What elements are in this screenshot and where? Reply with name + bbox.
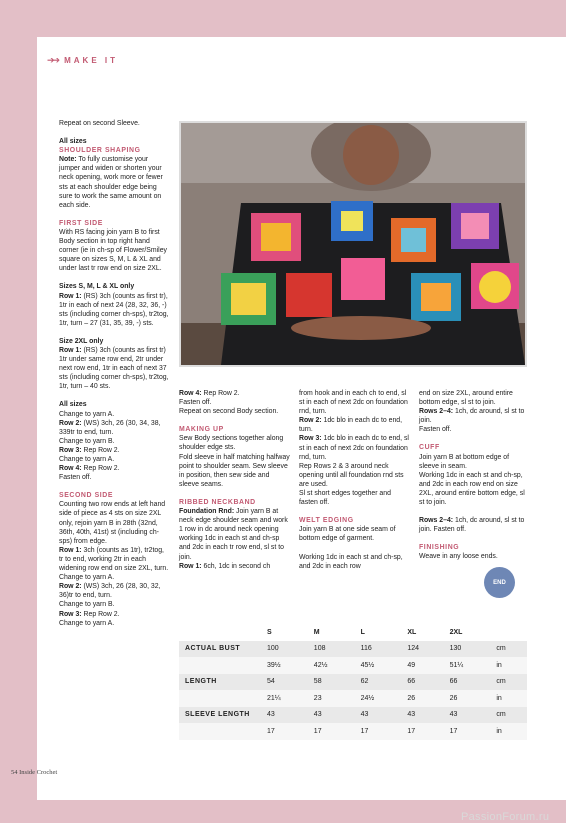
instruction-paragraph [59, 346, 169, 391]
instruction-text: end on size 2XL, around entire bottom edge, sl st to join. [419, 390, 513, 407]
instruction-text: 3ch (counts as 1tr), tr2tog, tr to end, working 2tr in each widening row end on size 2XL, turn. [59, 546, 169, 573]
instruction-text: Rep Row 2. [201, 390, 240, 397]
instruction-text: Join yarn B at neck edge shoulder seam and work 1 row in dc around neck opening working 1dc in each st and ch-sp and 2dc in each tr row end, sl st to join. [179, 508, 288, 561]
instruction-paragraph [179, 389, 290, 398]
table-cell: 23 [308, 690, 355, 707]
instruction-text: Change to yarn A. [59, 456, 115, 463]
row-label: Row 2: [59, 583, 82, 591]
instruction-text: 1dc blo in each dc to end, sl st in each of next 2dc on foundation rnd, turn. [299, 435, 409, 461]
row-label: Note: [59, 156, 77, 164]
table-cell: 39½ [261, 657, 308, 674]
paragraph-gap [59, 128, 169, 137]
table-cell: 21¼ [261, 690, 308, 707]
instruction-paragraph [59, 292, 169, 328]
instruction-paragraph [299, 416, 410, 434]
instruction-text: Repeat on second Body section. [179, 408, 279, 416]
magazine-page [11, 37, 566, 823]
instruction-paragraph [59, 546, 169, 573]
instruction-paragraph [59, 455, 169, 464]
section-title: MAKE IT [64, 55, 118, 65]
section-heading: SHOULDER SHAPING [59, 147, 141, 155]
instruction-paragraph [419, 425, 527, 434]
table-cell: in [490, 723, 527, 740]
table-cell: 42½ [308, 657, 355, 674]
instruction-paragraph [179, 562, 290, 571]
instruction-text: Change to yarn B. [59, 601, 115, 609]
instruction-paragraph [419, 516, 527, 534]
instruction-paragraph [59, 619, 169, 628]
instruction-text: Repeat on second Sleeve. [59, 120, 140, 127]
table-cell: in [490, 657, 527, 674]
instruction-paragraph [59, 410, 169, 419]
instruction-text: Change to yarn A. [59, 574, 115, 582]
instruction-paragraph [299, 525, 410, 543]
paragraph-gap [59, 210, 169, 219]
instruction-text: (WS) 3ch, 26 (30, 34, 38, 339tr to end, turn. [59, 419, 161, 436]
paragraph-gap [59, 328, 169, 337]
instruction-paragraph [59, 582, 169, 600]
end-badge: END [484, 567, 515, 598]
table-row [179, 707, 527, 724]
instruction-paragraph [179, 407, 290, 416]
row-label: Row 1: [179, 562, 202, 570]
instruction-text: Fasten off. [59, 474, 92, 482]
table-cell: 62 [355, 674, 402, 691]
instruction-text: Change to yarn B. [59, 437, 115, 445]
instruction-text: Working 1dc in each st and ch-sp, and 2dc in each row end on size 2XL, around entire bottom edge, sl st to join. [419, 471, 525, 507]
instruction-text: (RS) 3ch (counts as first tr), 1tr in each of next 24 (28, 32, 36, -) sts (including corner ch-sps), tr2tog, 1tr, turn – 27 (31, 35, 39, -) sts. [59, 292, 169, 327]
row-label: Rows 2–4: [419, 517, 454, 525]
table-cell: 66 [444, 674, 491, 691]
table-header-cell: S [267, 628, 272, 636]
instruction-text: Change to yarn A. [59, 410, 115, 418]
instruction-text: To fully customise your jumper and widen or shorten your neck opening, work more or fewer sts at each shoulder edge being sure to work the same amount on each side. [59, 156, 163, 209]
table-cell: cm [490, 641, 527, 658]
instruction-paragraph [179, 453, 290, 489]
instruction-paragraph [59, 500, 169, 545]
paragraph-gap [419, 534, 527, 543]
instruction-paragraph [59, 473, 169, 482]
paragraph-gap [59, 482, 169, 491]
instruction-text: 1dc blo in each dc to end, turn. [299, 417, 403, 434]
section-heading: WELT EDGING [299, 517, 354, 525]
instruction-paragraph [179, 507, 290, 562]
instruction-text: Rep Row 2. [81, 610, 120, 618]
table-row [179, 641, 527, 658]
instruction-paragraph [59, 573, 169, 582]
instruction-text: from hook and in each ch to end, sl st in each of next 2dc on foundation rnd, turn. [299, 390, 408, 416]
instruction-text: Weave in any loose ends. [419, 553, 498, 561]
table-cell: 24½ [355, 690, 402, 707]
table-cell: 51¼ [444, 657, 491, 674]
row-label: Row 1: [59, 346, 82, 354]
row-label: Foundation Rnd: [179, 508, 235, 516]
table-header-cell [179, 624, 261, 641]
instruction-paragraph [59, 119, 169, 128]
row-label: Row 4: [59, 465, 82, 473]
table-cell: 26 [444, 690, 491, 707]
instruction-paragraph [299, 489, 410, 507]
table-cell: cm [490, 674, 527, 691]
paragraph-gap [59, 273, 169, 282]
instruction-text: Counting two row ends at left hand side of piece as 4 sts on size 2XL only, rejoin yarn B in 28th (32nd, 36th, 40th, 41st) st (including ch-sps) from edge. [59, 501, 166, 545]
instruction-text: Fasten off. [419, 426, 452, 434]
instruction-paragraph [299, 553, 410, 571]
table-cell: LENGTH [179, 674, 261, 691]
instruction-text: (WS) 3ch, 26 (28, 30, 32, 36)tr to end, turn. [59, 583, 161, 600]
table-cell: 17 [401, 723, 443, 740]
instruction-text: Sew Body sections together along shoulder edge sts. [179, 435, 284, 452]
row-label: Row 3: [59, 610, 82, 618]
table-cell [179, 690, 261, 707]
section-heading: CUFF [419, 444, 440, 452]
size-heading: All sizes [59, 401, 87, 409]
paragraph-gap [59, 391, 169, 400]
instruction-paragraph [59, 419, 169, 437]
double-arrow-icon: ➔➔ [47, 54, 59, 65]
instruction-paragraph [59, 446, 169, 455]
table-cell: 124 [401, 641, 443, 658]
table-cell: in [490, 690, 527, 707]
table-cell: 116 [355, 641, 402, 658]
text-column-3 [299, 389, 410, 571]
instruction-text: 1ch, dc around, sl st to join. Fasten off. [419, 517, 525, 534]
table-cell: 43 [444, 707, 491, 724]
paragraph-gap [419, 507, 527, 516]
instruction-text: Working 1dc in each st and ch-sp, and 2dc in each row [299, 553, 403, 570]
row-label: Row 4: [179, 390, 202, 397]
table-header-cell: L [360, 628, 365, 636]
table-header-cell: XL [407, 628, 417, 636]
instruction-paragraph [419, 389, 527, 407]
instruction-paragraph [299, 434, 410, 461]
instruction-paragraph [419, 453, 527, 471]
table-cell: 43 [308, 707, 355, 724]
section-heading: SECOND SIDE [59, 492, 114, 500]
section-heading: FINISHING [419, 544, 460, 552]
instruction-text: With RS facing join yarn B to first Body section in top right hand corner (ie in ch-sp of Flower/Smiley square on sizes S, M, L & XL and under last tr row end on size 2XL. [59, 228, 167, 273]
instruction-text: Change to yarn A. [59, 619, 115, 627]
text-column-2 [179, 389, 290, 571]
table-cell: 43 [401, 707, 443, 724]
instruction-paragraph [419, 407, 527, 425]
row-label: Row 3: [59, 446, 82, 454]
table-cell [179, 723, 261, 740]
instruction-text: 6ch, 1dc in second ch [201, 562, 271, 570]
row-label: Rows 2–4: [419, 408, 454, 416]
paragraph-gap [179, 416, 290, 425]
instruction-text: Sl st short edges together and fasten off. [299, 490, 391, 507]
table-cell: cm [490, 707, 527, 724]
instruction-paragraph [179, 434, 290, 452]
table-header-row [179, 624, 527, 641]
table-cell: 130 [444, 641, 491, 658]
instruction-paragraph [59, 464, 169, 473]
table-cell: 66 [401, 674, 443, 691]
row-label: Row 1: [59, 292, 82, 300]
instruction-paragraph [59, 228, 169, 273]
table-cell: 43 [355, 707, 402, 724]
instruction-text: Rep Row 2. [81, 465, 120, 473]
row-label: Row 2: [299, 417, 322, 425]
table-cell: 49 [401, 657, 443, 674]
row-label: Row 3: [299, 435, 322, 443]
section-heading: FIRST SIDE [59, 219, 103, 227]
row-label: Row 1: [59, 546, 82, 554]
text-column-4 [419, 389, 527, 562]
text-column-1 [59, 119, 169, 628]
size-heading: Size 2XL only [59, 337, 104, 345]
table-row [179, 690, 527, 707]
table-header-cell: 2XL [449, 628, 463, 636]
table-cell: 17 [444, 723, 491, 740]
instruction-paragraph [179, 398, 290, 407]
table-cell: 45½ [355, 657, 402, 674]
sizes-table [179, 624, 527, 740]
instruction-paragraph [59, 155, 169, 210]
instruction-text: Join yarn B at bottom edge of sleeve in seam. [419, 453, 510, 470]
paragraph-gap [179, 489, 290, 498]
paragraph-gap [299, 507, 410, 516]
instruction-paragraph [419, 552, 527, 561]
page-number: 54 [11, 769, 18, 776]
model-photo [179, 121, 527, 367]
instruction-text: Fasten off. [179, 399, 212, 407]
instruction-paragraph [59, 600, 169, 609]
instruction-text: Rep Row 2. [81, 446, 120, 454]
instruction-text: 1ch, dc around, sl st to join. [419, 408, 525, 425]
table-row [179, 657, 527, 674]
table-cell: 17 [308, 723, 355, 740]
page-footer [11, 769, 57, 776]
instruction-paragraph [59, 437, 169, 446]
size-heading: All sizes [59, 138, 87, 146]
instruction-text: Rep Rows 2 & 3 around neck opening until all foundation rnd sts are used. [299, 462, 404, 488]
table-cell: 54 [261, 674, 308, 691]
table-cell: 17 [355, 723, 402, 740]
instruction-text: Fold sleeve in half matching halfway point to shoulder seam. Sew sleeve in position, then sew side and sleeve seams. [179, 453, 290, 488]
paragraph-gap [419, 434, 527, 443]
row-label: Row 2: [59, 419, 82, 427]
table-cell: 26 [401, 690, 443, 707]
table-cell: ACTUAL BUST [179, 641, 261, 658]
section-heading: MAKING UP [179, 426, 224, 434]
size-heading: Sizes S, M, L & XL only [59, 283, 135, 291]
instruction-paragraph [299, 389, 410, 416]
instruction-paragraph [59, 610, 169, 619]
table-header-cell: M [313, 628, 320, 636]
section-header [47, 53, 118, 67]
table-row [179, 723, 527, 740]
table-cell [179, 657, 261, 674]
section-heading: RIBBED NECKBAND [179, 498, 256, 506]
instruction-paragraph [299, 462, 410, 489]
instruction-paragraph [419, 471, 527, 507]
table-cell: 43 [261, 707, 308, 724]
instruction-text: (RS) 3ch (counts as first tr) 1tr under same row end, 2tr under next row end, 1tr in each of next 37 sts (including corner ch-sps), tr2tog, 1tr, turn – 40 sts. [59, 346, 169, 391]
paragraph-gap [299, 544, 410, 553]
table-cell: SLEEVE LENGTH [179, 707, 261, 724]
table-header-cell [490, 624, 527, 641]
table-cell: 100 [261, 641, 308, 658]
table-row [179, 674, 527, 691]
instruction-text: Join yarn B at one side seam of bottom edge of garment. [299, 526, 396, 543]
table-cell: 58 [308, 674, 355, 691]
watermark-text: PassionForum.ru [461, 811, 550, 823]
publication-name: Inside Crochet [19, 769, 58, 776]
table-cell: 108 [308, 641, 355, 658]
table-cell: 17 [261, 723, 308, 740]
